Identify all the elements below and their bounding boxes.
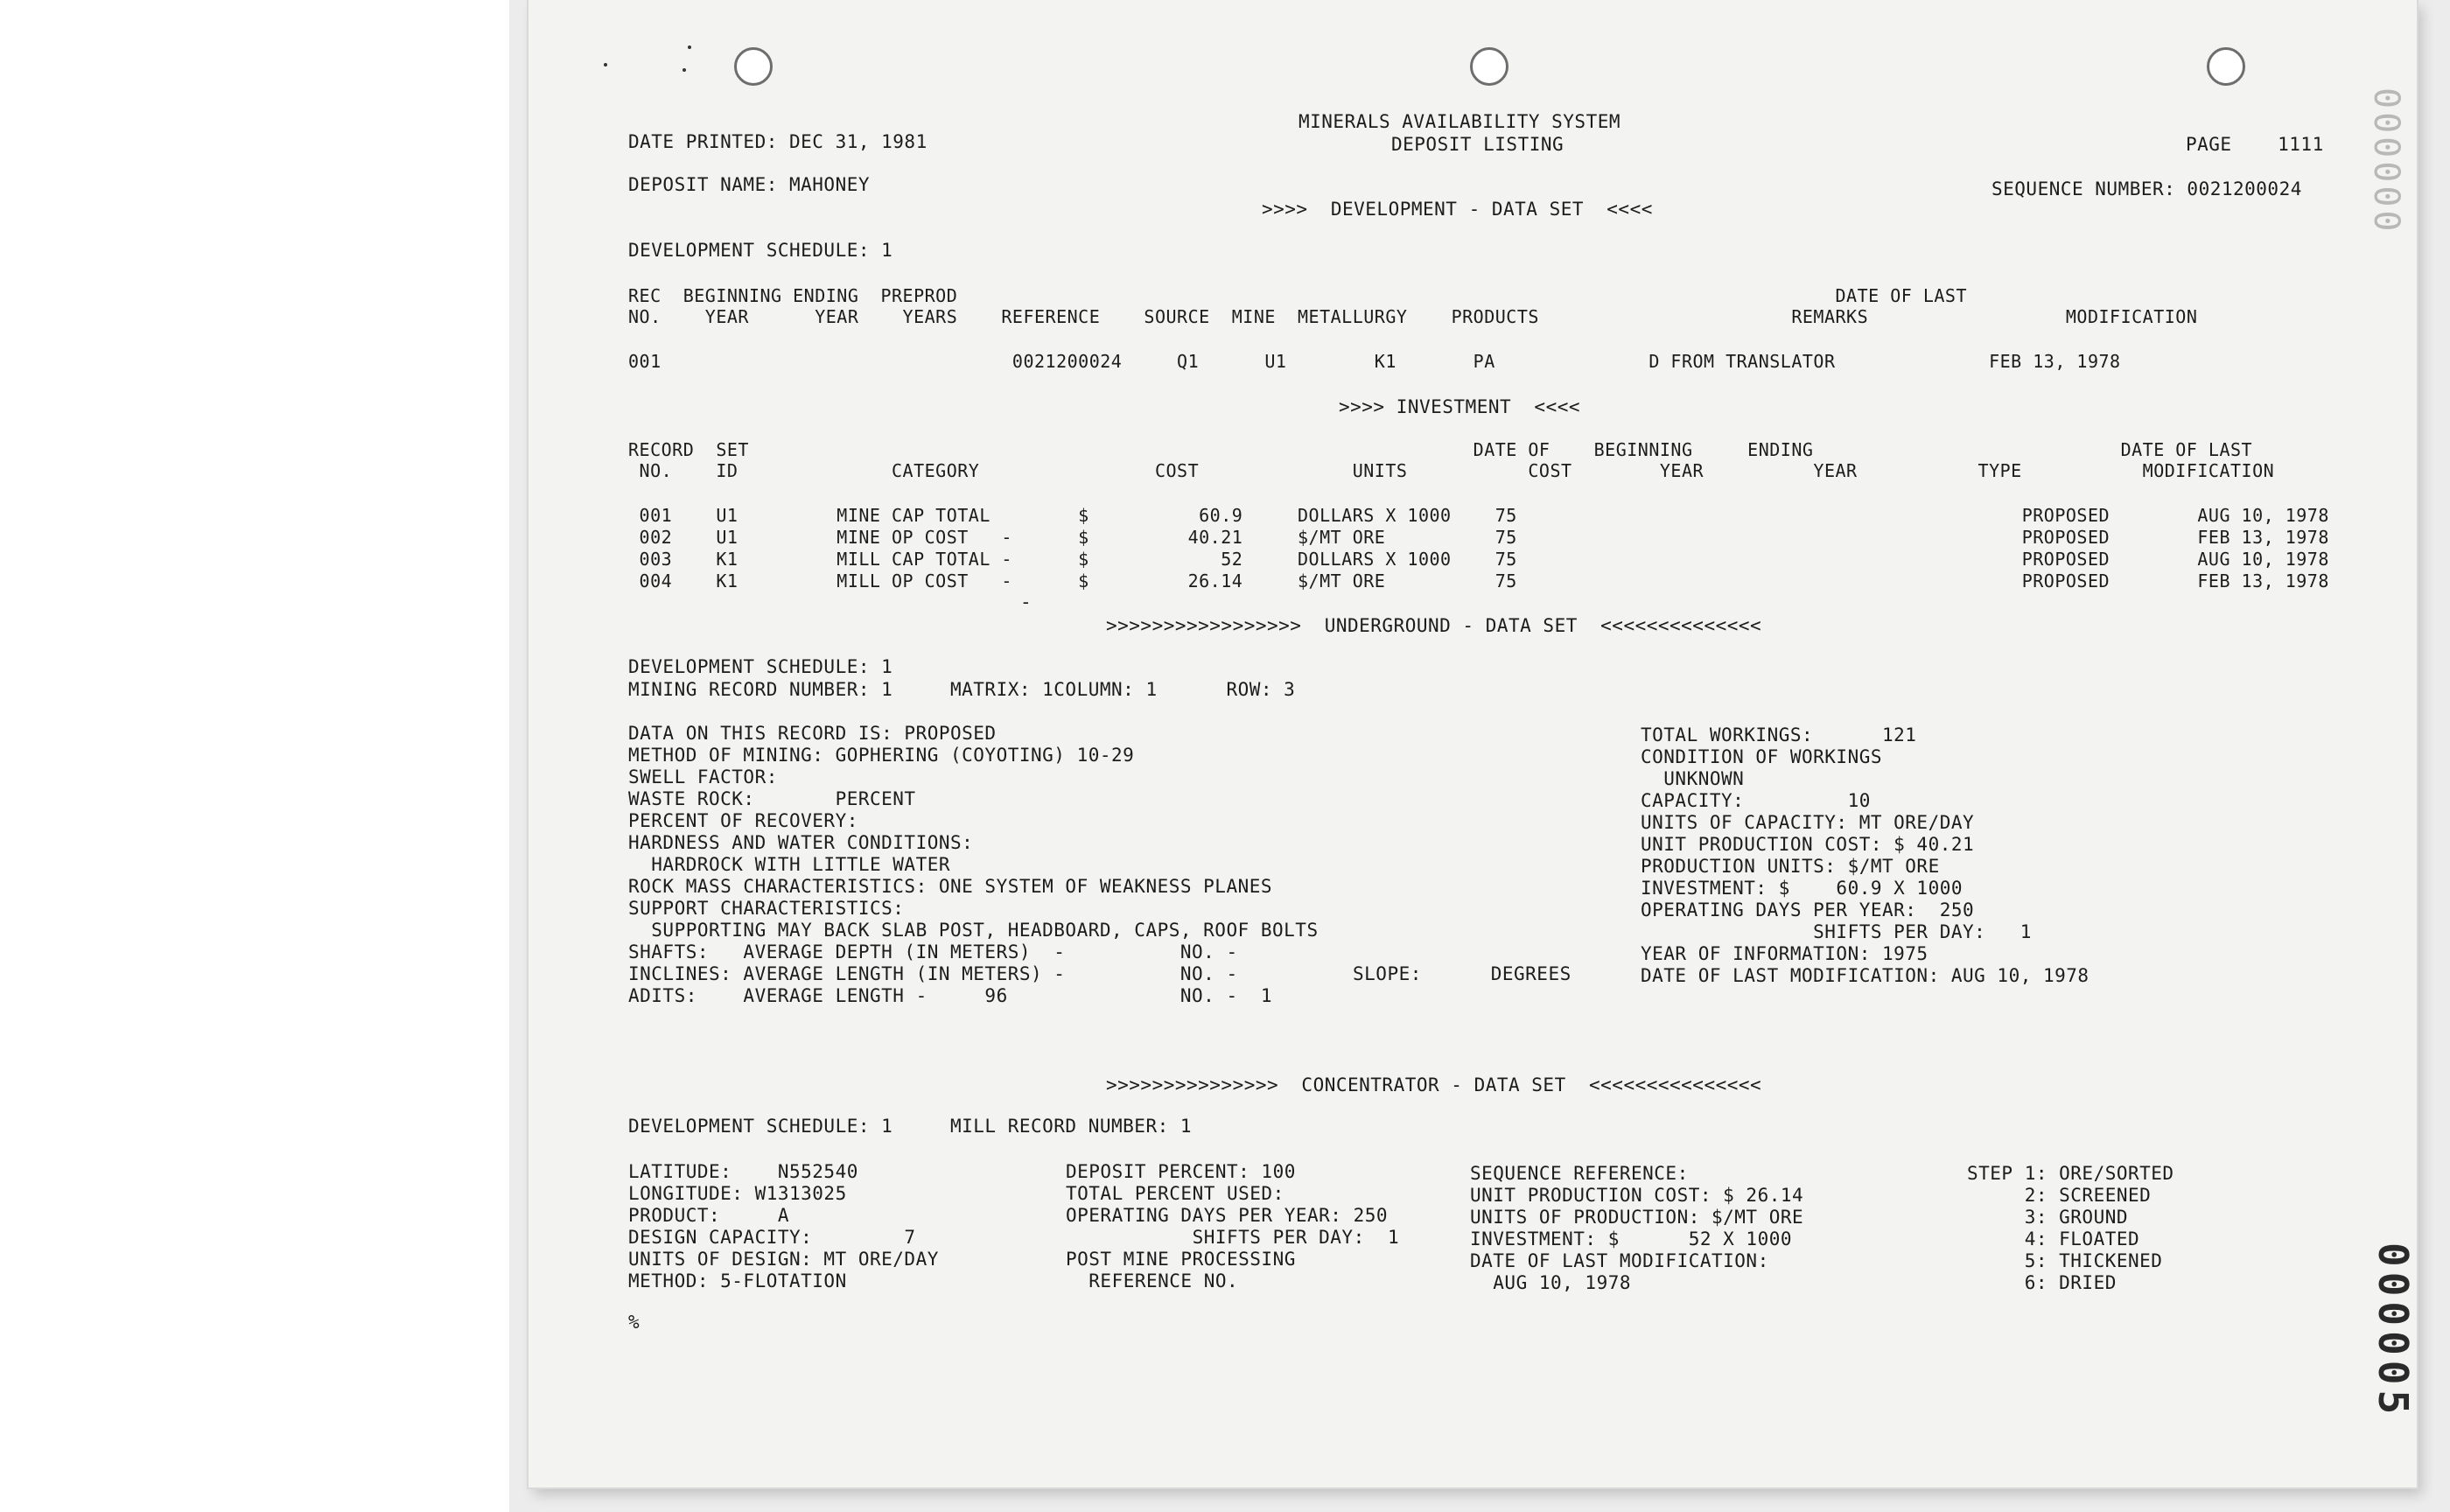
process-step: 4: FLOATED xyxy=(1967,1228,2140,1250)
underground-summary-line: SHIFTS PER DAY: 1 xyxy=(1641,921,2032,942)
frame-number-stamp: 000005 xyxy=(2370,1242,2417,1420)
concentrator-cost-line: INVESTMENT: $ 52 X 1000 xyxy=(1470,1228,1793,1250)
underground-summary-line: YEAR OF INFORMATION: 1975 xyxy=(1641,943,1928,964)
underground-detail-line: SUPPORT CHARACTERISTICS: xyxy=(628,898,905,919)
concentrator-location-line: UNITS OF DESIGN: MT ORE/DAY xyxy=(628,1249,939,1270)
development-header-row: NO. YEAR YEAR YEARS REFERENCE SOURCE MINE METALLURGY PRODUCTS REMARKS MODIFICATION xyxy=(628,306,2198,327)
underground-detail-line: WASTE ROCK: PERCENT xyxy=(628,788,916,809)
underground-detail-line: INCLINES: AVERAGE LENGTH (IN METERS) - NO. - SLOPE: DEGREES xyxy=(628,963,1572,984)
underground-detail-line: METHOD OF MINING: GOPHERING (COYOTING) 10-29 xyxy=(628,745,1135,766)
underground-detail-line: ROCK MASS CHARACTERISTICS: ONE SYSTEM OF WEAKNESS PLANES xyxy=(628,876,1273,897)
system-title: MINERALS AVAILABILITY SYSTEM xyxy=(1298,111,1621,132)
development-row: 001 0021200024 Q1 U1 K1 PA D FROM TRANSLATOR FEB 13, 1978 xyxy=(628,351,2121,372)
scan-speck xyxy=(604,63,607,66)
underground-detail-line: HARDNESS AND WATER CONDITIONS: xyxy=(628,832,974,853)
underground-summary-line: PRODUCTION UNITS: $/MT ORE xyxy=(1641,856,1940,877)
underground-detail-line: SWELL FACTOR: xyxy=(628,766,778,788)
punch-hole-right xyxy=(2207,47,2245,86)
underground-summary-line: OPERATING DAYS PER YEAR: 250 xyxy=(1641,900,1975,920)
underground-summary-line: TOTAL WORKINGS: 121 xyxy=(1641,724,1917,746)
process-step: 2: SCREENED xyxy=(1967,1185,2152,1206)
concentrator-operation-line: SHIFTS PER DAY: 1 xyxy=(1066,1227,1400,1248)
underground-detail-line: HARDROCK WITH LITTLE WATER xyxy=(628,854,951,875)
faint-frame-number-stamp: 000000 xyxy=(2366,88,2406,235)
concentrator-location-line: PRODUCT: A xyxy=(628,1205,790,1226)
underground-summary-line: CONDITION OF WORKINGS xyxy=(1641,746,1883,767)
process-step: 6: DRIED xyxy=(1967,1272,2117,1293)
concentrator-operation-line: DEPOSIT PERCENT: 100 xyxy=(1066,1161,1296,1182)
concentrator-location-line: DESIGN CAPACITY: 7 xyxy=(628,1227,916,1248)
underground-detail-line: DATA ON THIS RECORD IS: PROPOSED xyxy=(628,723,997,744)
underground-summary-line: UNIT PRODUCTION COST: $ 40.21 xyxy=(1641,834,1975,855)
page-number: PAGE 1111 xyxy=(2186,134,2324,155)
concentrator-location-line: LATITUDE: N552540 xyxy=(628,1161,858,1182)
scan-speck xyxy=(688,46,691,49)
underground-detail-line: ADITS: AVERAGE LENGTH - 96 NO. - 1 xyxy=(628,985,1273,1006)
concentrator-cost-line: AUG 10, 1978 xyxy=(1470,1272,1632,1293)
underground-summary-line: UNITS OF CAPACITY: MT ORE/DAY xyxy=(1641,812,1975,833)
process-step: 3: GROUND xyxy=(1967,1207,2129,1228)
concentrator-cost-line: UNIT PRODUCTION COST: $ 26.14 xyxy=(1470,1185,1804,1206)
underground-data-set-title: >>>>>>>>>>>>>>>>> UNDERGROUND - DATA SET <<<<<<<<<<<<<< xyxy=(1106,615,1762,636)
process-step: STEP 1: ORE/SORTED xyxy=(1967,1163,2174,1184)
punch-hole-center xyxy=(1470,47,1508,86)
development-schedule: DEVELOPMENT SCHEDULE: 1 xyxy=(628,240,893,261)
investment-row: 004 K1 MILL OP COST - $ 26.14 $/MT ORE 75 PROPOSED FEB 13, 1978 xyxy=(628,570,2329,592)
sequence-number: SEQUENCE NUMBER: 0021200024 xyxy=(1992,178,2302,200)
concentrator-data-set-title: >>>>>>>>>>>>>>> CONCENTRATOR - DATA SET <<<<<<<<<<<<<<< xyxy=(1106,1074,1762,1096)
mining-record-line: MINING RECORD NUMBER: 1 MATRIX: 1COLUMN: 1 ROW: 3 xyxy=(628,679,1296,700)
investment-row: 003 K1 MILL CAP TOTAL - $ 52 DOLLARS X 1000 75 PROPOSED AUG 10, 1978 xyxy=(628,549,2329,570)
underground-detail-line: SHAFTS: AVERAGE DEPTH (IN METERS) - NO. - xyxy=(628,942,1238,962)
footer-percent-sign: % xyxy=(628,1312,640,1333)
concentrator-location-line: LONGITUDE: W1313025 xyxy=(628,1183,847,1204)
concentrator-schedule-line: DEVELOPMENT SCHEDULE: 1 MILL RECORD NUMBER: 1 xyxy=(628,1116,1193,1137)
investment-header-row: NO. ID CATEGORY COST UNITS COST YEAR YEAR TYPE MODIFICATION xyxy=(628,460,2275,481)
concentrator-cost-line: DATE OF LAST MODIFICATION: xyxy=(1470,1250,1769,1271)
underground-summary-line: CAPACITY: 10 xyxy=(1641,790,1871,811)
underground-summary-line: INVESTMENT: $ 60.9 X 1000 xyxy=(1641,878,1964,899)
concentrator-location-line: METHOD: 5-FLOTATION xyxy=(628,1270,847,1292)
deposit-name: DEPOSIT NAME: MAHONEY xyxy=(628,174,871,195)
underground-schedule: DEVELOPMENT SCHEDULE: 1 xyxy=(628,656,893,677)
investment-row: 001 U1 MINE CAP TOTAL $ 60.9 DOLLARS X 1000 75 PROPOSED AUG 10, 1978 xyxy=(628,505,2329,526)
development-data-set-title: >>>> DEVELOPMENT - DATA SET <<<< xyxy=(1262,199,1653,220)
scan-speck xyxy=(682,68,686,72)
concentrator-operation-line: TOTAL PERCENT USED: xyxy=(1066,1183,1284,1204)
investment-header-row: RECORD SET DATE OF BEGINNING ENDING DATE OF LAST xyxy=(628,439,2253,460)
concentrator-cost-line: SEQUENCE REFERENCE: xyxy=(1470,1163,1689,1184)
development-header-row: REC BEGINNING ENDING PREPROD DATE OF LAST xyxy=(628,285,1968,306)
underground-summary-line: UNKNOWN xyxy=(1641,768,1745,789)
process-step: 5: THICKENED xyxy=(1967,1250,2163,1271)
investment-row: 002 U1 MINE OP COST - $ 40.21 $/MT ORE 75 PROPOSED FEB 13, 1978 xyxy=(628,527,2329,548)
underground-detail-line: SUPPORTING MAY BACK SLAB POST, HEADBOARD, CAPS, ROOF BOLTS xyxy=(628,920,1319,941)
concentrator-cost-line: UNITS OF PRODUCTION: $/MT ORE xyxy=(1470,1207,1804,1228)
date-printed: DATE PRINTED: DEC 31, 1981 xyxy=(628,131,928,152)
concentrator-operation-line: OPERATING DAYS PER YEAR: 250 xyxy=(1066,1205,1389,1226)
investment-title: >>>> INVESTMENT <<<< xyxy=(1339,396,1581,417)
underground-summary-line: DATE OF LAST MODIFICATION: AUG 10, 1978 xyxy=(1641,965,2090,986)
concentrator-operation-line: POST MINE PROCESSING xyxy=(1066,1249,1296,1270)
punch-hole-left xyxy=(734,47,773,86)
listing-title: DEPOSIT LISTING xyxy=(1391,134,1564,155)
concentrator-operation-line: REFERENCE NO. xyxy=(1066,1270,1239,1292)
investment-stray-dash: - xyxy=(1020,592,1032,612)
underground-detail-line: PERCENT OF RECOVERY: xyxy=(628,810,858,831)
